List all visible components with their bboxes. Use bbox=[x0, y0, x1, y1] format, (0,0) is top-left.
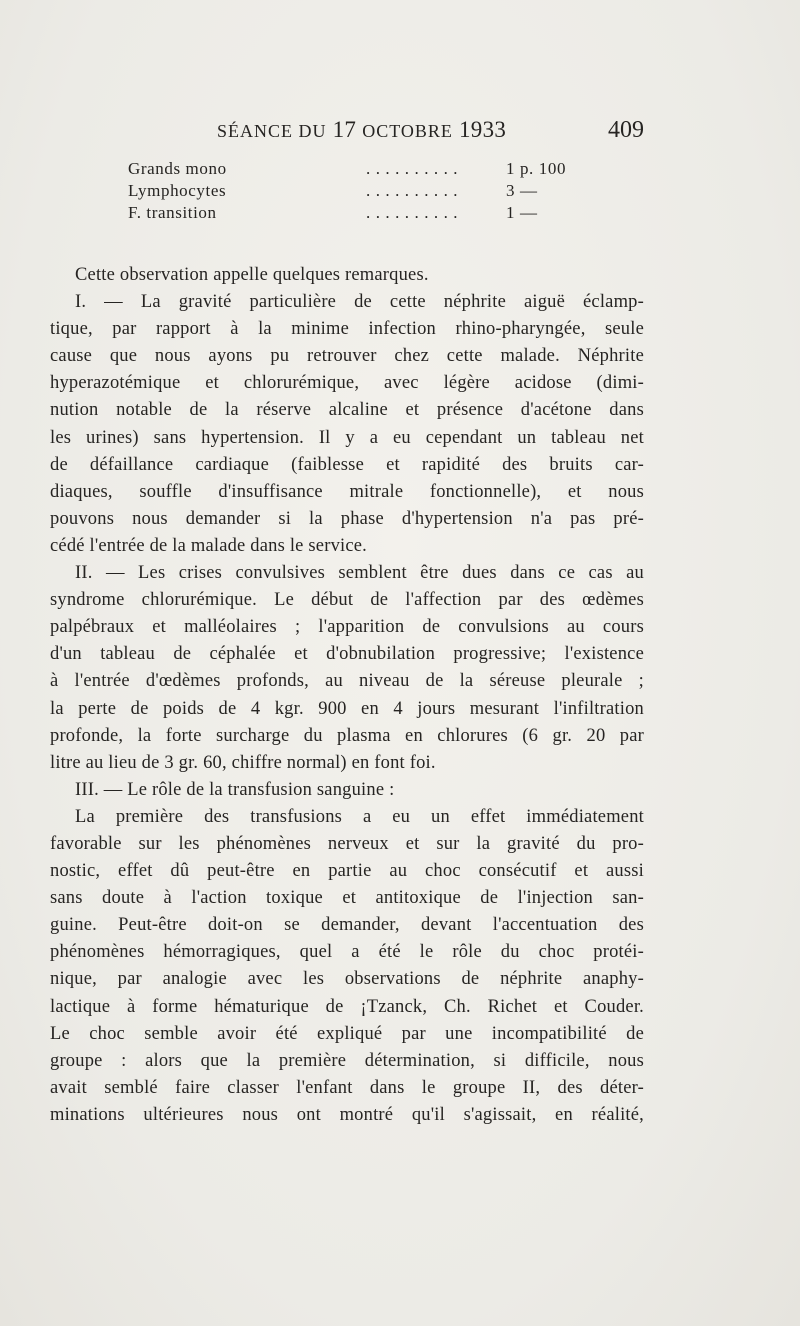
text-line: I. — La gravité particulière de cette néphrite aiguë éclamp- bbox=[75, 292, 644, 313]
text-line: II. — Les crises convulsives semblent être dues dans ce cas au bbox=[75, 563, 644, 584]
text-line: avait semblé faire classer l'enfant dans le groupe II, des déter- bbox=[50, 1077, 644, 1098]
title-prefix: SÉANCE DU bbox=[217, 121, 327, 141]
text-line: guine. Peut-être doit-on se demander, devant l'accentuation des bbox=[50, 915, 644, 936]
text-line: pouvons nous demander si la phase d'hypertension n'a pas pré- bbox=[50, 508, 644, 529]
count-leader-dots: . . . . . . . . . . bbox=[366, 159, 459, 178]
text-line: hyperazotémique et chlorurémique, avec légère acidose (dimi- bbox=[50, 373, 644, 394]
count-leader-dots: . . . . . . . . . . bbox=[366, 181, 459, 200]
count-label: Lymphocytes bbox=[128, 181, 227, 200]
text-line: palpébraux et malléolaires ; l'apparition de convulsions au cours bbox=[50, 617, 644, 638]
text-line: d'un tableau de céphalée et d'obnubilation progressive; l'existence bbox=[50, 644, 644, 665]
text-line: Cette observation appelle quelques remarques. bbox=[75, 265, 429, 285]
text-line: cause que nous ayons pu retrouver chez cette malade. Néphrite bbox=[50, 346, 644, 367]
text-line: tique, par rapport à la minime infection rhino-pharyngée, seule bbox=[50, 319, 644, 340]
text-line: diaques, souffle d'insuffisance mitrale fonctionnelle), et nous bbox=[50, 481, 644, 502]
text-line: Le choc semble avoir été expliqué par une incompatibilité de bbox=[50, 1023, 644, 1044]
running-head bbox=[50, 117, 644, 149]
count-value: 1 — bbox=[506, 203, 538, 222]
title-month: OCTOBRE bbox=[362, 121, 453, 141]
text-line: La première des transfusions a eu un effet immédiatement bbox=[75, 806, 644, 827]
text-line: nution notable de la réserve alcaline et présence d'acétone dans bbox=[50, 400, 644, 421]
text-line: litre au lieu de 3 gr. 60, chiffre normal) en font foi. bbox=[50, 752, 436, 773]
text-line: cédé l'entrée de la malade dans le service. bbox=[50, 535, 368, 556]
count-row bbox=[128, 158, 588, 180]
text-line: nostic, effet dû peut-être en partie au choc consécutif et aussi bbox=[50, 861, 644, 882]
text-line: à l'entrée d'œdèmes profonds, au niveau de la séreuse pleurale ; bbox=[50, 671, 644, 692]
count-leader-dots: . . . . . . . . . . bbox=[366, 203, 459, 222]
count-row bbox=[128, 180, 588, 202]
body-text bbox=[50, 262, 644, 1129]
text-line: groupe : alors que la première détermination, si difficile, nous bbox=[50, 1050, 644, 1071]
text-line: III. — Le rôle de la transfusion sanguine : bbox=[75, 779, 395, 800]
count-value: 1 p. 100 bbox=[506, 159, 567, 178]
count-label: F. transition bbox=[128, 203, 217, 222]
text-line: nique, par analogie avec les observations de néphrite anaphy- bbox=[50, 969, 644, 990]
text-line: la perte de poids de 4 kgr. 900 en 4 jours mesurant l'infiltration bbox=[50, 698, 644, 719]
text-line: sans doute à l'action toxique et antitoxique de l'injection san- bbox=[50, 888, 644, 909]
count-row bbox=[128, 202, 588, 224]
text-line: favorable sur les phénomènes nerveux et sur la gravité du pro- bbox=[50, 833, 644, 854]
page-number: 409 bbox=[608, 117, 644, 143]
text-line: lactique à forme hématurique de ¡Tzanck, Ch. Richet et Couder. bbox=[50, 996, 644, 1017]
count-value: 3 — bbox=[506, 181, 538, 200]
text-line: profonde, la forte surcharge du plasma en chlorures (6 gr. 20 par bbox=[50, 725, 644, 746]
text-line: les urines) sans hypertension. Il y a eu cependant un tableau net bbox=[50, 427, 644, 448]
text-line: syndrome chlorurémique. Le début de l'affection par des œdèmes bbox=[50, 590, 644, 611]
cell-count-list bbox=[128, 158, 588, 224]
running-title bbox=[217, 117, 506, 143]
text-line: de défaillance cardiaque (faiblesse et rapidité des bruits car- bbox=[50, 454, 644, 475]
title-day: 17 bbox=[332, 117, 357, 142]
text-line: phénomènes hémorragiques, quel a été le rôle du choc protéi- bbox=[50, 942, 644, 963]
count-label: Grands mono bbox=[128, 159, 227, 178]
text-line: minations ultérieures nous ont montré qu'il s'agissait, en réalité, bbox=[50, 1104, 644, 1125]
title-year: 1933 bbox=[459, 117, 507, 142]
